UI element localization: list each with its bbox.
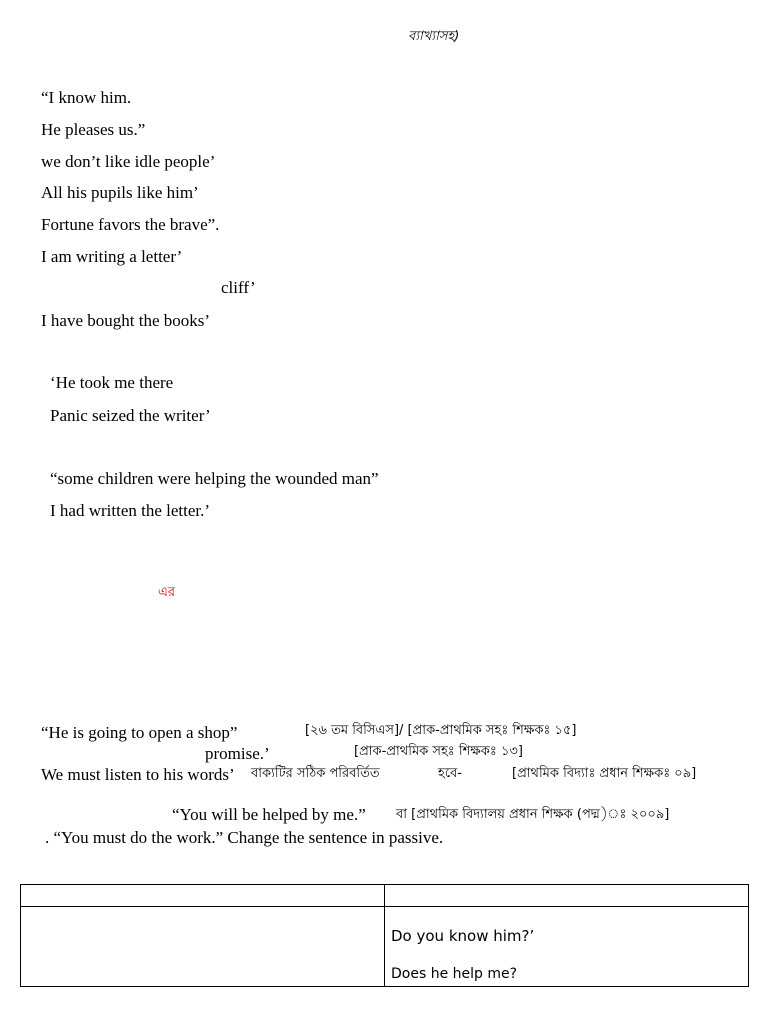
sentence-9: ‘He took me there <box>50 373 174 392</box>
question-1-source: [২৬ তম বিসিএস]/ [প্রাক-প্রাথমিক সহঃ শিক্ষকঃ ১৫] <box>305 723 577 738</box>
header-fragment: ব্যাখ্যাসহ) <box>408 29 460 44</box>
sentence-12: I had written the letter.’ <box>50 501 211 520</box>
sentence-11: “some children were helping the wounded man” <box>50 469 379 488</box>
table-line-2: Does he help me? <box>391 966 518 982</box>
sentence-7: cliff’ <box>221 278 256 297</box>
sentence-6: I am writing a letter’ <box>41 247 183 266</box>
sentence-10: Panic seized the writer’ <box>50 406 211 425</box>
question-3-bengali-end: হবে- <box>438 766 462 781</box>
table-cell-right <box>385 885 749 907</box>
answer-table <box>20 884 749 987</box>
sentence-3: we don’t like idle people’ <box>41 152 216 171</box>
table-row <box>21 885 749 907</box>
red-note: এর <box>158 585 176 600</box>
question-3-bengali: বাক্যটির সঠিক পরিবর্তিত <box>251 766 380 781</box>
table-cell-left <box>21 907 385 987</box>
table-row <box>21 907 749 987</box>
table-cell-right <box>385 907 749 987</box>
sentence-8: I have bought the books’ <box>41 311 211 330</box>
question-1-text: “He is going to open a shop” <box>41 723 238 742</box>
question-5-text: . “You must do the work.” Change the sentence in passive. <box>45 828 444 847</box>
table-line-1: Do you know him?’ <box>391 927 535 945</box>
sentence-4: All his pupils like him’ <box>41 183 199 202</box>
question-4-source: বা [প্রাথমিক বিদ্যালয় প্রধান শিক্ষক (পদ্ম)ঃ ২০০৯] <box>396 807 670 822</box>
question-4-text: “You will be helped by me.” <box>172 805 366 824</box>
question-2-source: [প্রাক-প্রাথমিক সহঃ শিক্ষকঃ ১৩] <box>354 744 523 759</box>
question-2-text: promise.’ <box>205 744 270 763</box>
sentence-1: “I know him. <box>41 88 132 107</box>
sentence-2: He pleases us.” <box>41 120 146 139</box>
question-3-source: [প্রাথমিক বিদ্যাঃ প্রধান শিক্ষকঃ ০৯] <box>512 766 697 781</box>
question-3-text: We must listen to his words’ <box>41 765 235 784</box>
sentence-5: Fortune favors the brave”. <box>41 215 220 234</box>
table-cell-left <box>21 885 385 907</box>
